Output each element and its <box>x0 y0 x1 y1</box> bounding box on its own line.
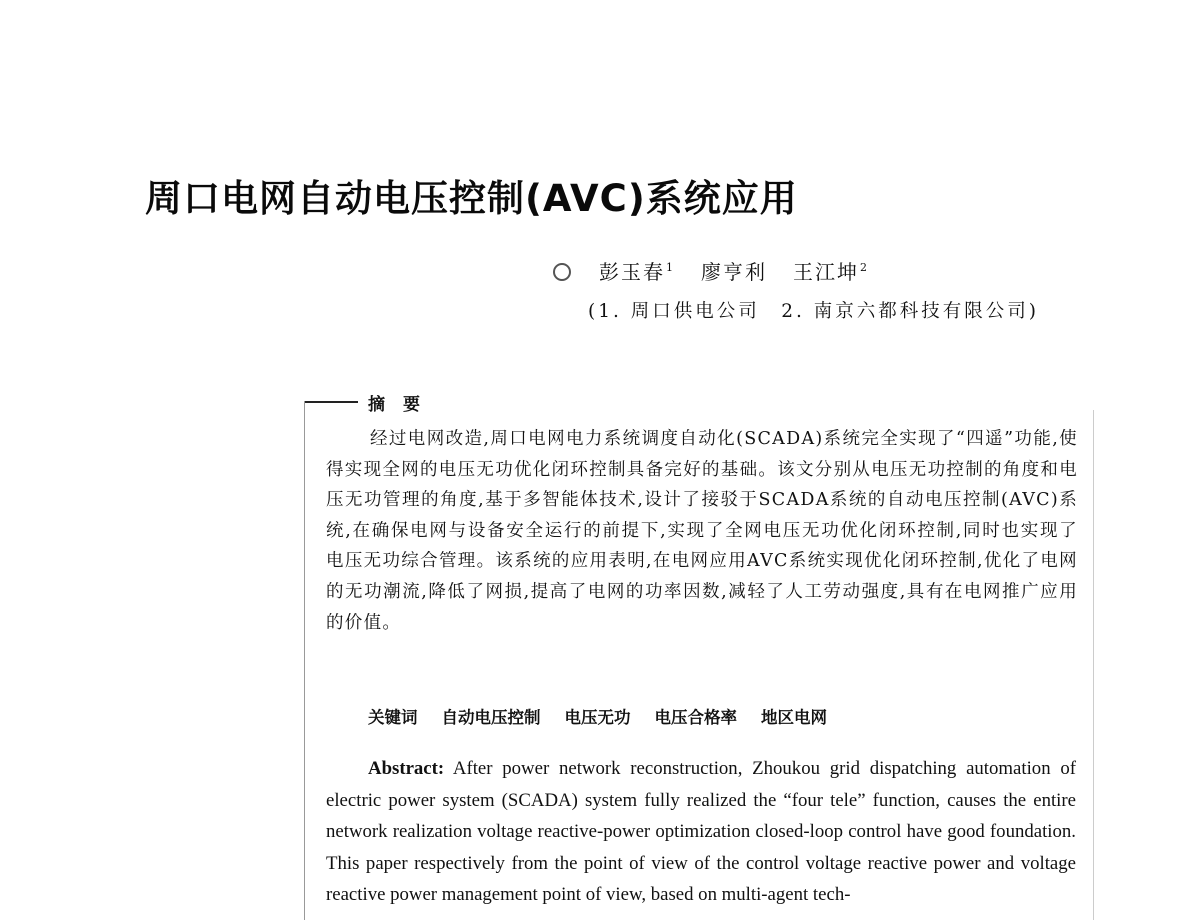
author-1-mark: 1 <box>666 261 675 275</box>
keywords-line <box>368 704 851 728</box>
abstract-frame-top-rule <box>304 401 358 403</box>
author-3-name: 王江坤 <box>793 260 859 284</box>
keywords-label: 关键词 <box>368 708 418 727</box>
author-3 <box>793 256 869 285</box>
abstract-en-text: After power network reconstruction, Zhoukou grid dispatching automation of electric power system (SCADA) system fully realized the “four tele” function, causes the entire network realization voltage reactive-power optimization closed-loop control have good foundation. This paper respectively from the point of view of the control voltage reactive power and voltage reactive power management point of view, based on multi-agent tech- <box>326 758 1076 905</box>
keyword-item: 电压无功 <box>564 708 631 727</box>
author-line <box>553 256 895 285</box>
author-3-mark: 2 <box>860 261 869 275</box>
keyword-item: 电压合格率 <box>654 708 737 727</box>
keyword-item: 自动电压控制 <box>441 708 541 727</box>
author-1 <box>599 256 675 285</box>
paper-title: 周口电网自动电压控制(AVC)系统应用 <box>145 177 798 220</box>
abstract-en-label: Abstract: <box>368 758 445 779</box>
abstract-frame-right-rule <box>1093 410 1094 920</box>
author-2 <box>701 256 767 285</box>
abstract-frame-left-rule <box>304 401 305 920</box>
author-1-name: 彭玉春 <box>599 260 665 284</box>
affiliation: (1. 周口供电公司 2. 南京六都科技有限公司) <box>588 301 1039 322</box>
keyword-item: 地区电网 <box>761 708 827 727</box>
abstract-heading: 摘要 <box>368 395 438 415</box>
abstract-english <box>326 753 1076 911</box>
circle-mark-icon <box>553 263 571 281</box>
author-2-name: 廖亨利 <box>701 260 767 284</box>
abstract-chinese: 经过电网改造,周口电网电力系统调度自动化(SCADA)系统完全实现了“四遥”功能,使得实现全网的电压无功优化闭环控制具备完好的基础。该文分别从电压无功控制的角度和电压无功管理的角度,基于多智能体技术,设计了接驳于SCADA系统的自动电压控制(AVC)系统,在确保电网与设备安全运行的前提下,实现了全网电压无功优化闭环控制,同时也实现了电压无功综合管理。该系统的应用表明,在电网应用AVC系统实现优化闭环控制,优化了电网的无功潮流,降低了网损,提高了电网的功率因数,减轻了人工劳动强度,具有在电网推广应用的价值。 <box>326 429 1078 633</box>
